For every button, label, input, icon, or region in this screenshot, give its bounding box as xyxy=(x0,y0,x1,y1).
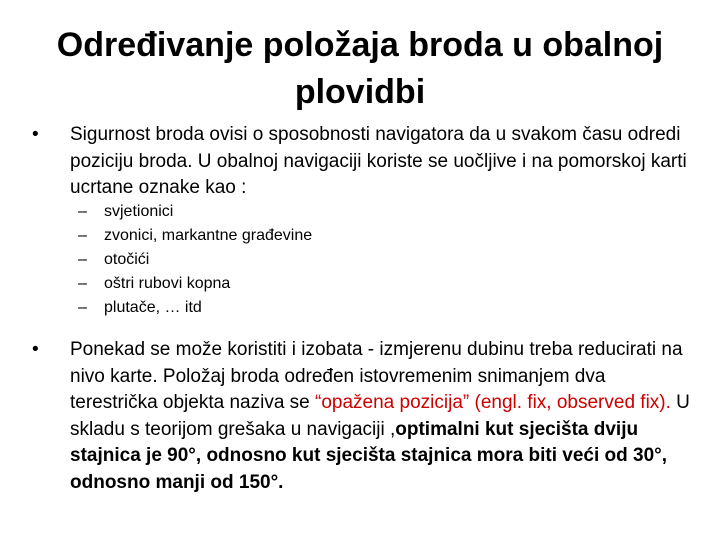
list-item-text: oštri rubovi kopna xyxy=(104,275,231,292)
list-item-text: zvonici, markantne građevine xyxy=(104,227,313,244)
list-item xyxy=(78,272,312,296)
list-item xyxy=(78,224,312,248)
observed-fix-term: “opažena pozicija” (engl. fix, observed fix). xyxy=(315,392,671,413)
bullet-fix xyxy=(32,337,697,496)
landmark-list xyxy=(78,200,312,320)
dash-marker: – xyxy=(78,227,87,244)
list-item-text: svjetionici xyxy=(104,203,174,220)
dash-marker: – xyxy=(78,203,87,220)
bullet-intro xyxy=(32,122,697,202)
bullet-fix-text xyxy=(42,337,697,496)
list-item xyxy=(78,296,312,320)
list-item xyxy=(78,248,312,272)
fix-text-mid: U skladu s teorijom grešaka u navigaciji , xyxy=(70,392,690,440)
optimal-angle-text: optimalni kut sjecišta dviju stajnica je 90°, odnosno kut sjecišta stajnica mora biti veći od 30°, odnosno manji od 150°. xyxy=(70,418,668,493)
bullet-marker: • xyxy=(32,124,39,145)
bullet-intro-text: Sigurnost broda ovisi o sposobnosti navigatora da u svakom času odredi poziciju broda. U obalnoj navigaciji koriste se uočljive i na pomorskoj karti ucrtane oznake kao : xyxy=(70,124,687,198)
fix-text-plain: Ponekad se može koristiti i izobata - izmjerenu dubinu treba reducirati na nivo karte. Položaj broda određen istovremenim snimanjem dva terestrička objekta naziva se xyxy=(70,339,683,413)
bullet-marker: • xyxy=(32,339,39,360)
list-item xyxy=(78,200,312,224)
list-item-text: otočići xyxy=(104,251,150,268)
dash-marker: – xyxy=(78,275,87,292)
dash-marker: – xyxy=(78,251,87,268)
list-item-text: plutače, … itd xyxy=(104,299,202,316)
dash-marker: – xyxy=(78,299,87,316)
slide-title: Određivanje položaja broda u obalnoj plovidbi xyxy=(56,26,664,111)
